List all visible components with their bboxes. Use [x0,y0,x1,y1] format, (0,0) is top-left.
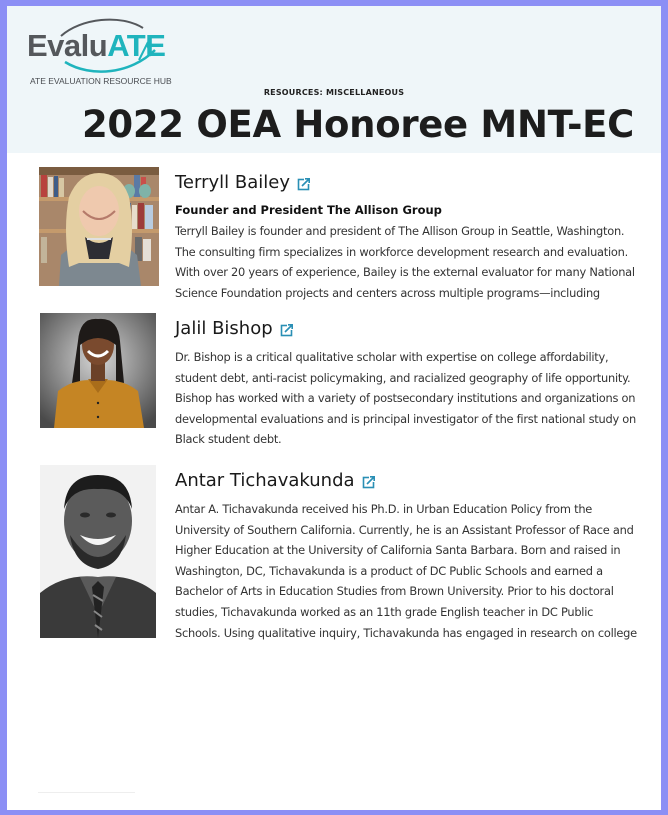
honoree-name[interactable] [175,171,645,195]
logo-wordmark [27,28,165,64]
page-title: 2022 OEA Honoree MNT-EC [81,103,635,146]
page [7,6,661,810]
honoree-bio [175,221,645,304]
bio-line: studies, Tichavakunda worked as an 11th grade English teacher in DC Public [175,604,594,619]
bio-line: Washington, DC, Tichavakunda is a product of DC Public Schools and earned a [175,563,603,578]
bio-line: Bishop has worked with a variety of postsecondary institutions and organizations on [175,391,636,406]
bio-line: Terryll Bailey is founder and president of The Allison Group in Seattle, Washington. [175,224,625,238]
honoree-antar-tichavakunda [7,465,661,655]
portrait-image [40,465,156,638]
bio-line: University of Southern California. Currently, he is an Assistant Professor of Race and [175,522,634,537]
honoree-name[interactable] [175,469,645,493]
logo-text-ate: ATE [107,28,166,63]
bio-line: Antar A. Tichavakunda received his Ph.D. in Urban Education Policy from the [175,502,593,516]
bio-line: student debt, anti-racist policymaking, and racialized geography of life opportunity. [175,370,631,385]
honoree-info [175,317,645,450]
honoree-role: Founder and President The Allison Group [175,203,442,217]
honoree-name-text[interactable]: Antar Tichavakunda [175,470,355,491]
honoree-name[interactable] [175,317,645,341]
bio-line: Higher Education at the University of California Santa Barbara. Born and raised in [175,543,621,558]
bio-line: The consulting firm specializes in workforce development research and evaluation. [175,244,628,259]
bio-line: Dr. Bishop is a critical qualitative scholar with expertise on college affordability, [175,350,609,364]
bio-line: Science Foundation projects and centers across multiple programs—including [175,285,600,300]
external-link-icon[interactable] [362,475,376,489]
external-link-icon[interactable] [297,177,311,191]
external-link-icon[interactable] [280,323,294,337]
bio-line: Bachelor of Arts in Education Studies from Brown University. Prior to his doctoral [175,584,614,599]
honoree-info [175,469,645,643]
logo-tagline: ATE EVALUATION RESOURCE HUB [30,76,172,86]
footer-divider [38,792,135,793]
photo-terryll-bailey [39,167,159,286]
bio-line: Black student debt. [175,432,282,447]
page-header [7,6,661,153]
honoree-terryll-bailey [7,167,661,307]
honoree-bio [175,347,645,450]
photo-antar-tichavakunda [40,465,156,638]
photo-jalil-bishop [40,313,156,428]
honoree-bio [175,499,645,643]
logo-text-evalu: Evalu [27,28,108,63]
resource-category[interactable]: RESOURCES: MISCELLANEOUS [263,88,405,97]
honoree-name-text[interactable]: Jalil Bishop [175,318,273,339]
portrait-image [40,313,156,428]
honoree-info [175,171,645,304]
honoree-name-text[interactable]: Terryll Bailey [175,172,290,193]
honoree-jalil-bishop [7,313,661,453]
bio-line: Schools. Using qualitative inquiry, Tichavakunda has engaged in research on college [175,625,637,640]
evaluate-logo[interactable] [27,16,172,86]
bio-line: developmental evaluations and is principal investigator of the first national study on [175,411,636,426]
portrait-image [39,167,159,286]
bio-line: With over 20 years of experience, Bailey is the external evaluator for many National [175,265,635,280]
